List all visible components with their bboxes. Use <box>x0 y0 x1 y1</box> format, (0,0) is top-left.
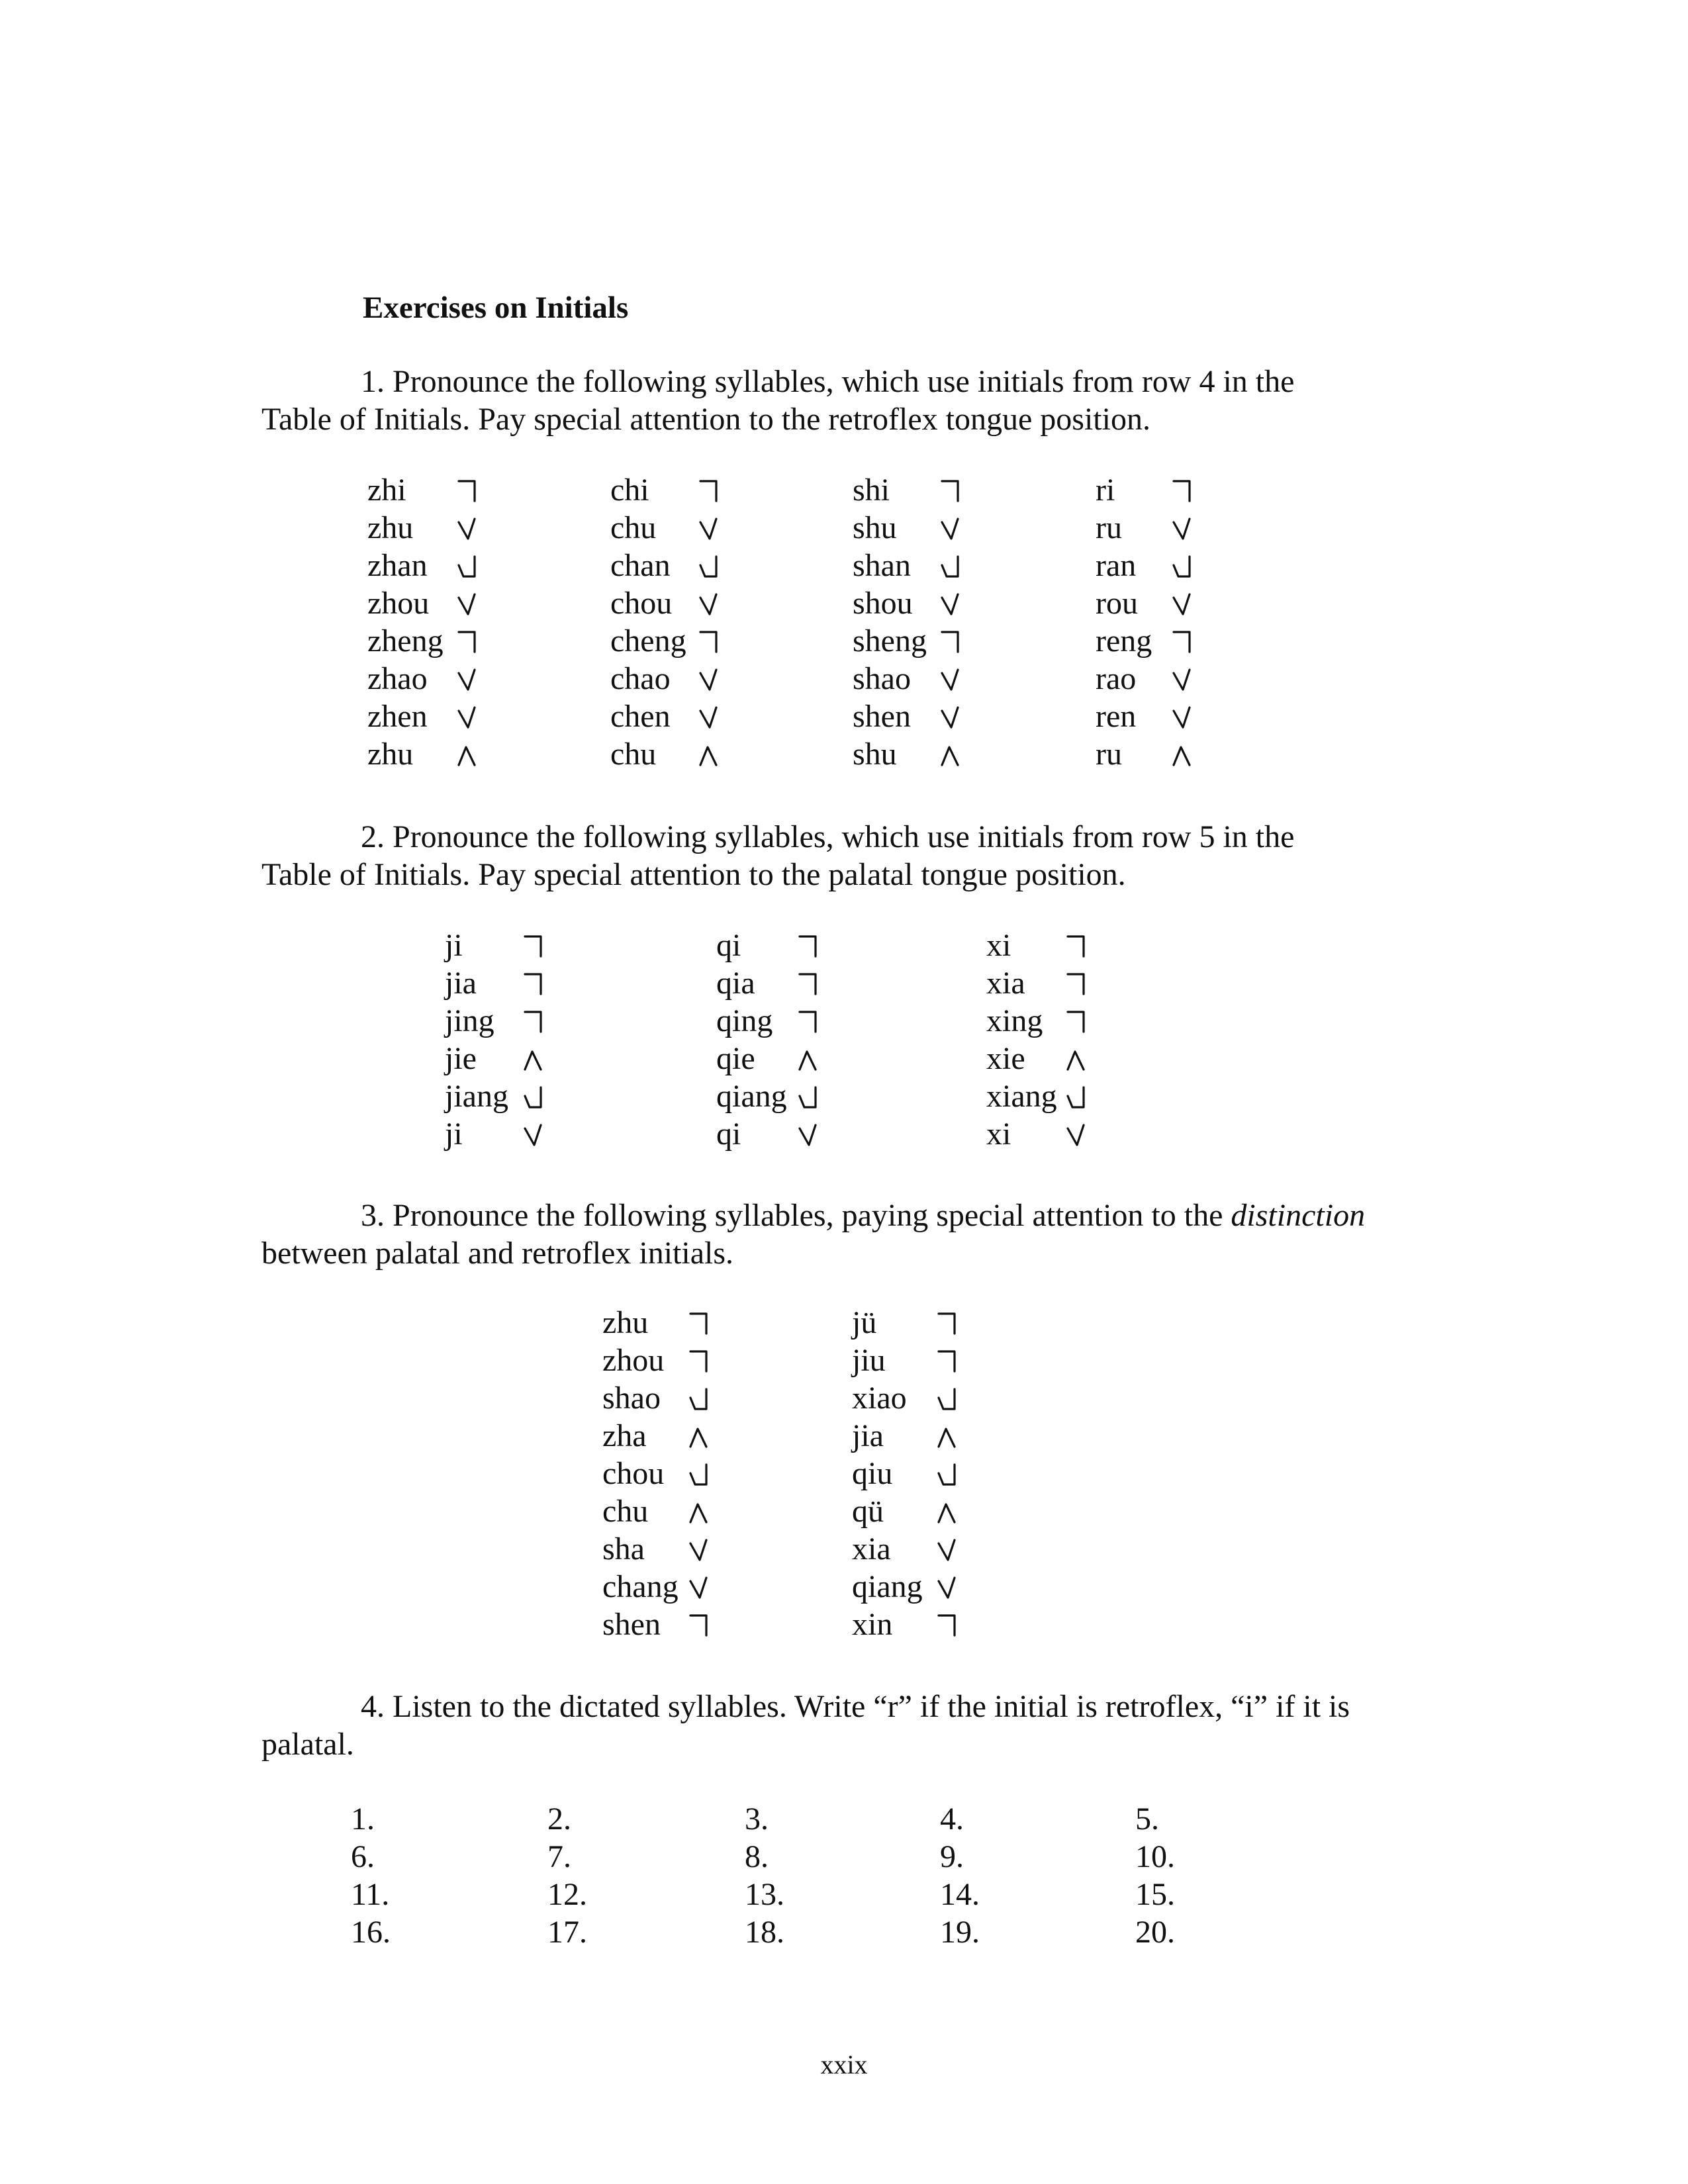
tone-falling-icon <box>940 517 960 541</box>
answer-slot-label: 8. <box>745 1839 769 1874</box>
tone-rising-icon <box>1066 1048 1086 1071</box>
syllable: shou <box>853 586 913 621</box>
tone-level-icon <box>798 934 818 958</box>
tone-falling-icon <box>940 705 960 729</box>
syllable: zhu <box>367 737 414 772</box>
tone-level-icon <box>688 1349 708 1373</box>
page-number: xxix <box>820 2050 868 2079</box>
syllable: zhao <box>367 661 428 696</box>
tone-dipping-icon <box>1172 555 1192 578</box>
tone-level-icon <box>523 934 543 958</box>
tone-rising-icon <box>798 1048 818 1071</box>
tone-falling-icon <box>1172 517 1192 541</box>
syllable: chu <box>610 737 657 772</box>
syllable: qiang <box>852 1569 923 1604</box>
tone-falling-icon <box>457 705 477 729</box>
syllable: jiang <box>445 1079 508 1114</box>
syllable: shen <box>853 699 911 734</box>
syllable: xiang <box>986 1079 1057 1114</box>
tone-falling-icon <box>1172 668 1192 692</box>
ex3-instruction-text: 3. Pronounce the following syllables, paying special attention to the <box>361 1198 1231 1233</box>
tone-falling-icon <box>937 1538 957 1562</box>
tone-rising-icon <box>698 743 718 767</box>
answer-slot-label: 11. <box>351 1877 390 1912</box>
syllable: xia <box>986 966 1025 1001</box>
syllable: xin <box>852 1607 893 1642</box>
syllable: qiu <box>852 1456 893 1491</box>
answer-slot-label: 20. <box>1135 1915 1175 1950</box>
tone-falling-icon <box>698 592 718 616</box>
tone-dipping-icon <box>457 555 477 578</box>
tone-falling-icon <box>523 1123 543 1147</box>
answer-slot-label: 7. <box>547 1839 571 1874</box>
syllable: zhu <box>602 1305 649 1340</box>
syllable: chu <box>602 1494 649 1529</box>
tone-level-icon <box>937 1614 957 1637</box>
syllable: sha <box>602 1531 645 1567</box>
tone-rising-icon <box>1172 743 1192 767</box>
tone-falling-icon <box>457 592 477 616</box>
tone-dipping-icon <box>937 1387 957 1411</box>
syllable: qing <box>716 1003 773 1038</box>
syllable: zhou <box>602 1343 665 1378</box>
tone-dipping-icon <box>688 1463 708 1486</box>
syllable: zheng <box>367 623 444 659</box>
syllable: zhi <box>367 473 406 508</box>
tone-dipping-icon <box>798 1085 818 1109</box>
tone-dipping-icon <box>698 555 718 578</box>
tone-level-icon <box>457 479 477 503</box>
ex2-instruction-line1: 2. Pronounce the following syllables, which use initials from row 5 in the <box>361 819 1295 854</box>
tone-falling-icon <box>698 668 718 692</box>
syllable: sheng <box>853 623 927 659</box>
ex1-instruction-line2: Table of Initials. Pay special attention to the retroflex tongue position. <box>261 402 1150 437</box>
tone-level-icon <box>940 479 960 503</box>
syllable: chou <box>602 1456 665 1491</box>
syllable: shao <box>853 661 911 696</box>
tone-level-icon <box>688 1614 708 1637</box>
syllable: qü <box>852 1494 884 1529</box>
tone-falling-icon <box>698 517 718 541</box>
syllable: ru <box>1096 737 1122 772</box>
tone-level-icon <box>937 1312 957 1336</box>
syllable: xiao <box>852 1381 907 1416</box>
tone-level-icon <box>1172 630 1192 654</box>
answer-slot-label: 6. <box>351 1839 375 1874</box>
tone-falling-icon <box>457 517 477 541</box>
tone-level-icon <box>1066 1010 1086 1034</box>
syllable: ji <box>445 928 463 963</box>
ex3-instruction-emphasis: distinction <box>1231 1198 1366 1233</box>
page-heading: Exercises on Initials <box>363 291 629 325</box>
tone-dipping-icon <box>1066 1085 1086 1109</box>
syllable: xi <box>986 1116 1011 1152</box>
syllable: rao <box>1096 661 1137 696</box>
syllable: shu <box>853 737 897 772</box>
syllable: shan <box>853 548 911 583</box>
tone-level-icon <box>798 1010 818 1034</box>
tone-rising-icon <box>523 1048 543 1071</box>
answer-slot-label: 10. <box>1135 1839 1175 1874</box>
tone-dipping-icon <box>688 1387 708 1411</box>
syllable: zhu <box>367 510 414 545</box>
tone-level-icon <box>1066 972 1086 996</box>
tone-level-icon <box>1066 934 1086 958</box>
tone-falling-icon <box>940 668 960 692</box>
answer-slot-label: 15. <box>1135 1877 1175 1912</box>
tone-level-icon <box>523 972 543 996</box>
syllable: qie <box>716 1041 755 1076</box>
syllable: shu <box>853 510 897 545</box>
tone-dipping-icon <box>940 555 960 578</box>
tone-falling-icon <box>688 1538 708 1562</box>
syllable: chen <box>610 699 671 734</box>
syllable: ru <box>1096 510 1122 545</box>
syllable: shen <box>602 1607 661 1642</box>
tone-level-icon <box>937 1349 957 1373</box>
syllable: chi <box>610 473 649 508</box>
tone-falling-icon <box>1066 1123 1086 1147</box>
answer-slot-label: 4. <box>940 1801 964 1837</box>
tone-falling-icon <box>698 705 718 729</box>
syllable: jie <box>445 1041 477 1076</box>
syllable: reng <box>1096 623 1152 659</box>
answer-slot-label: 5. <box>1135 1801 1159 1837</box>
tone-falling-icon <box>940 592 960 616</box>
syllable: xia <box>852 1531 891 1567</box>
answer-slot-label: 2. <box>547 1801 571 1837</box>
answer-slot-label: 9. <box>940 1839 964 1874</box>
ex4-instruction-line2: palatal. <box>261 1727 354 1762</box>
syllable: qi <box>716 928 741 963</box>
syllable: shi <box>853 473 890 508</box>
answer-slot-label: 16. <box>351 1915 391 1950</box>
syllable: jiu <box>852 1343 886 1378</box>
answer-slot-label: 3. <box>745 1801 769 1837</box>
syllable: xing <box>986 1003 1043 1038</box>
syllable: cheng <box>610 623 686 659</box>
ex4-instruction-line1: 4. Listen to the dictated syllables. Write “r” if the initial is retroflex, “i” if it is <box>361 1689 1350 1724</box>
tone-falling-icon <box>937 1576 957 1600</box>
tone-rising-icon <box>937 1425 957 1449</box>
syllable: chang <box>602 1569 679 1604</box>
tone-level-icon <box>457 630 477 654</box>
syllable: qi <box>716 1116 741 1152</box>
syllable: zha <box>602 1418 647 1453</box>
tone-rising-icon <box>457 743 477 767</box>
answer-slot-label: 19. <box>940 1915 980 1950</box>
answer-slot-label: 14. <box>940 1877 980 1912</box>
tone-falling-icon <box>1172 592 1192 616</box>
syllable: chou <box>610 586 673 621</box>
tone-rising-icon <box>940 743 960 767</box>
syllable: zhen <box>367 699 428 734</box>
answer-slot-label: 18. <box>745 1915 784 1950</box>
tone-level-icon <box>698 630 718 654</box>
syllable: xi <box>986 928 1011 963</box>
syllable: xie <box>986 1041 1025 1076</box>
syllable: rou <box>1096 586 1138 621</box>
tone-falling-icon <box>457 668 477 692</box>
syllable: zhou <box>367 586 430 621</box>
syllable: zhan <box>367 548 428 583</box>
answer-slot-label: 13. <box>745 1877 784 1912</box>
syllable: jia <box>445 966 477 1001</box>
syllable: jing <box>445 1003 494 1038</box>
syllable: qiang <box>716 1079 787 1114</box>
tone-rising-icon <box>937 1500 957 1524</box>
answer-slot-label: 12. <box>547 1877 587 1912</box>
ex1-instruction-line1: 1. Pronounce the following syllables, which use initials from row 4 in the <box>361 364 1295 399</box>
syllable: ji <box>445 1116 463 1152</box>
tone-level-icon <box>698 479 718 503</box>
tone-falling-icon <box>798 1123 818 1147</box>
tone-level-icon <box>523 1010 543 1034</box>
ex3-instruction-line1 <box>361 1197 1365 1234</box>
tone-dipping-icon <box>937 1463 957 1486</box>
syllable: ran <box>1096 548 1137 583</box>
syllable: jü <box>852 1305 877 1340</box>
syllable: chao <box>610 661 671 696</box>
tone-level-icon <box>798 972 818 996</box>
syllable: shao <box>602 1381 661 1416</box>
tone-falling-icon <box>1172 705 1192 729</box>
syllable: jia <box>852 1418 884 1453</box>
tone-level-icon <box>1172 479 1192 503</box>
tone-rising-icon <box>688 1500 708 1524</box>
syllable: qia <box>716 966 755 1001</box>
tone-level-icon <box>688 1312 708 1336</box>
answer-slot-label: 17. <box>547 1915 587 1950</box>
syllable: chan <box>610 548 671 583</box>
tone-rising-icon <box>688 1425 708 1449</box>
tone-falling-icon <box>688 1576 708 1600</box>
syllable: ri <box>1096 473 1115 508</box>
ex2-instruction-line2: Table of Initials. Pay special attention to the palatal tongue position. <box>261 857 1126 892</box>
tone-dipping-icon <box>523 1085 543 1109</box>
ex3-instruction-line2: between palatal and retroflex initials. <box>261 1236 734 1271</box>
syllable: ren <box>1096 699 1137 734</box>
syllable: chu <box>610 510 657 545</box>
tone-level-icon <box>940 630 960 654</box>
answer-slot-label: 1. <box>351 1801 375 1837</box>
